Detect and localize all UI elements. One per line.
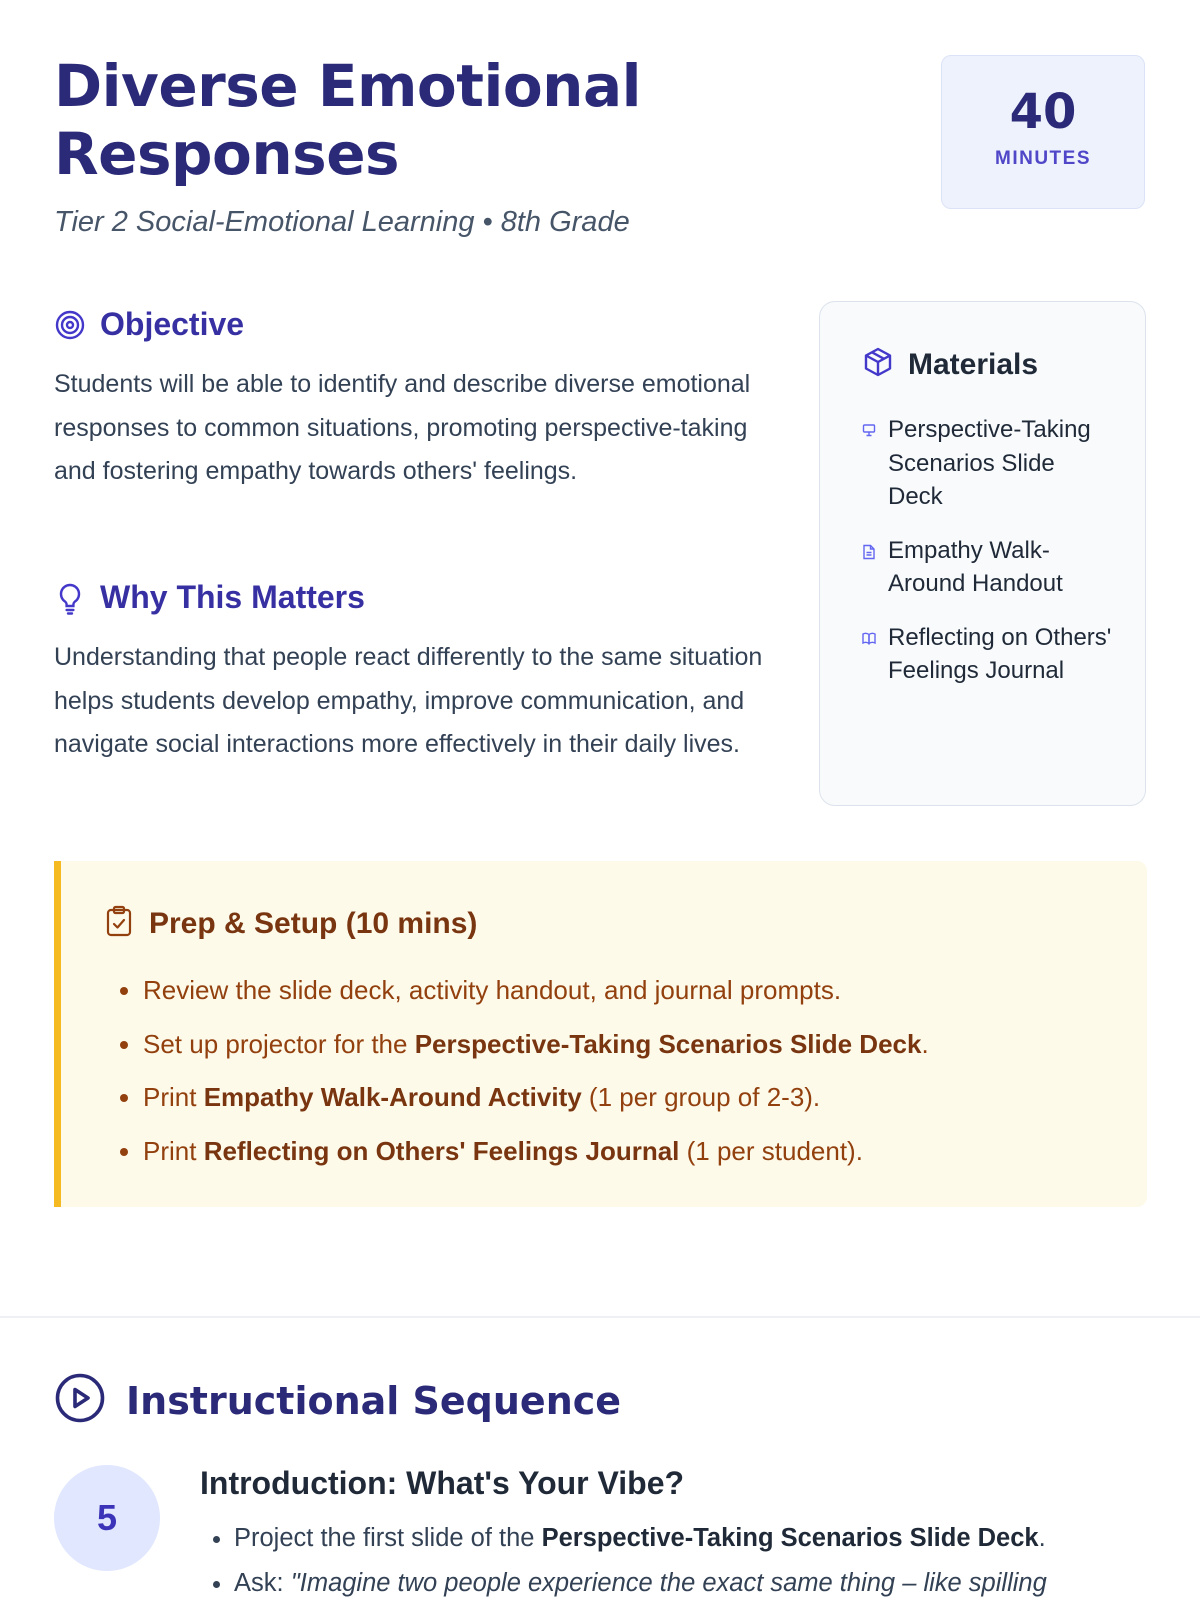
objective-text: Students will be able to identify and describe diverse emotional responses to common situations, promoting perspective-taking and fostering empathy towards others' feelings. bbox=[54, 370, 751, 485]
page-title: Diverse Emotional Responses bbox=[54, 52, 641, 188]
materials-card bbox=[819, 301, 1146, 806]
step-bullet-bold: Perspective-Taking Scenarios Slide Deck bbox=[541, 1524, 1039, 1552]
objective-title: Objective bbox=[100, 306, 245, 342]
prep-item-bold: Empathy Walk-Around Activity bbox=[203, 1082, 582, 1112]
list-item bbox=[862, 621, 1115, 688]
list-item bbox=[234, 1516, 1160, 1561]
objective-section bbox=[54, 306, 774, 494]
book-icon bbox=[862, 631, 876, 688]
duration-label: MINUTES bbox=[995, 148, 1091, 169]
target-icon bbox=[54, 309, 86, 341]
step-bullet-text: Ask: bbox=[234, 1569, 291, 1597]
instructional-sequence-header bbox=[54, 1372, 621, 1429]
step-title: Introduction: What's Your Vibe? bbox=[200, 1465, 685, 1501]
step-bullets bbox=[200, 1516, 1160, 1606]
play-circle-icon bbox=[54, 1372, 106, 1429]
duration-value: 40 bbox=[1009, 84, 1077, 140]
materials-list bbox=[862, 413, 1115, 688]
material-label: Perspective-Taking Scenarios Slide Deck bbox=[888, 416, 1091, 510]
lightbulb-icon bbox=[54, 581, 86, 615]
material-label: Reflecting on Others' Feelings Journal bbox=[888, 623, 1112, 684]
list-item bbox=[862, 413, 1115, 514]
prep-item-text: Review the slide deck, activity handout, and journal prompts. bbox=[143, 975, 842, 1005]
duration-badge bbox=[941, 55, 1145, 209]
prep-item-text: Print bbox=[143, 1135, 204, 1166]
prep-item-text: Set up projector for the bbox=[143, 1028, 415, 1059]
list-item bbox=[234, 1561, 1160, 1606]
prep-title: Prep & Setup (10 mins) bbox=[149, 906, 478, 940]
list-item bbox=[143, 1071, 1107, 1125]
prep-list bbox=[105, 964, 1107, 1178]
page-subtitle: Tier 2 Social-Emotional Learning • 8th Grade bbox=[54, 206, 630, 238]
prep-item-text: (1 per group of 2-3). bbox=[581, 1082, 821, 1112]
list-item bbox=[143, 1018, 1107, 1072]
document-icon bbox=[862, 544, 876, 601]
step-bullet-quote: "Imagine two people experience the exact same thing – like spilling bbox=[290, 1569, 1047, 1597]
why-title: Why This Matters bbox=[100, 579, 365, 615]
list-item bbox=[143, 1125, 1107, 1179]
why-text: Understanding that people react differently to the same situation helps students develop empathy, improve communication, and navigate social interactions more effectively in their daily lives. bbox=[54, 643, 763, 758]
presentation-icon bbox=[862, 423, 876, 514]
instructional-sequence-title: Instructional Sequence bbox=[126, 1378, 622, 1423]
step-bullet-text: . bbox=[1038, 1524, 1046, 1552]
step-content bbox=[200, 1465, 1160, 1606]
materials-title: Materials bbox=[908, 347, 1039, 381]
section-divider bbox=[0, 1316, 1200, 1318]
prep-item-text: . bbox=[921, 1028, 929, 1059]
lesson-header bbox=[54, 52, 874, 239]
clipboard-check-icon bbox=[105, 905, 133, 942]
prep-setup-callout bbox=[54, 861, 1147, 1207]
box-icon bbox=[862, 346, 894, 383]
why-section bbox=[54, 579, 774, 767]
prep-item-text: (1 per student). bbox=[679, 1135, 863, 1166]
prep-item-bold: Reflecting on Others' Feelings Journal bbox=[203, 1135, 680, 1166]
step-bullet-text: Project the first slide of the bbox=[234, 1524, 542, 1552]
list-item bbox=[862, 534, 1115, 601]
step-minutes-badge: 5 bbox=[54, 1465, 160, 1571]
material-label: Empathy Walk-Around Handout bbox=[888, 536, 1063, 597]
prep-item-text: Print bbox=[143, 1082, 204, 1112]
list-item bbox=[143, 964, 1107, 1018]
prep-item-bold: Perspective-Taking Scenarios Slide Deck bbox=[414, 1028, 922, 1059]
